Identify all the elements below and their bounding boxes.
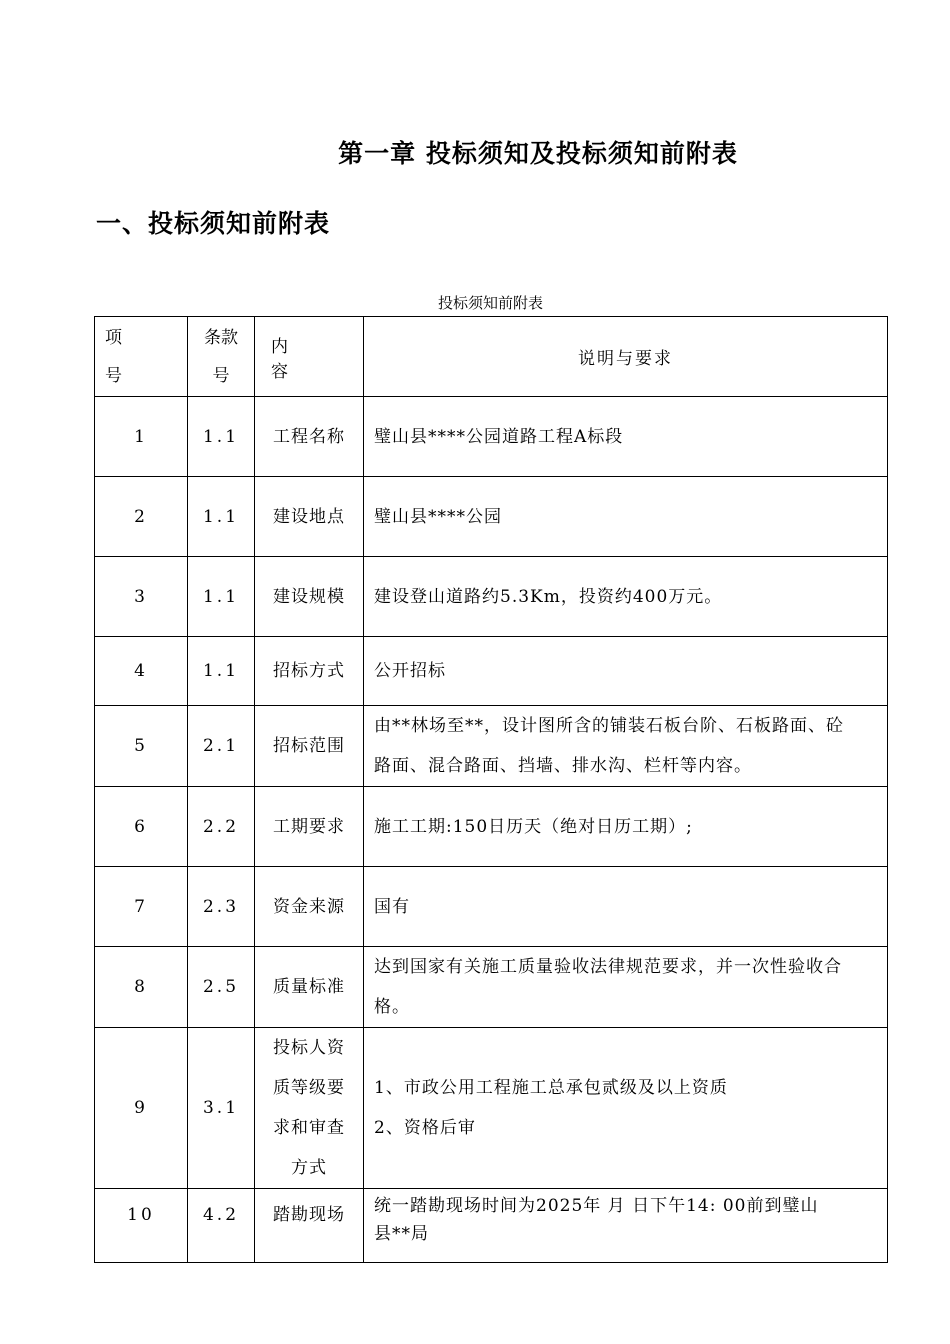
- row-desc: [364, 1028, 888, 1189]
- row-index: 4: [95, 637, 188, 706]
- table-row: [95, 397, 888, 477]
- header-index-line2: 号: [105, 365, 122, 386]
- row-desc-line: 2、资格后审: [374, 1118, 476, 1138]
- bid-notice-table: [94, 316, 888, 1263]
- section-title: 一、投标须知前附表: [96, 209, 331, 238]
- row-desc-line: 由**林场至**，设计图所含的铺装石板台阶、石板路面、砼: [374, 716, 844, 736]
- row-item: 工程名称: [255, 397, 364, 477]
- row-item-line: 方式: [291, 1158, 327, 1178]
- row-index: 7: [95, 867, 188, 947]
- header-clause: [188, 317, 255, 397]
- table-caption: 投标须知前附表: [437, 294, 543, 312]
- row-desc: [364, 706, 888, 787]
- row-clause: 1.1: [188, 477, 255, 557]
- row-index: 6: [95, 787, 188, 867]
- row-desc-line: 路面、混合路面、挡墙、排水沟、栏杆等内容。: [374, 756, 752, 776]
- table-row: [95, 867, 888, 947]
- row-item: 踏勘现场: [255, 1189, 364, 1263]
- header-index-line1: 项: [105, 327, 122, 348]
- row-item-line: 求和审查: [273, 1118, 345, 1138]
- row-desc: [364, 1189, 888, 1263]
- row-clause: 2.1: [188, 706, 255, 787]
- row-item-line: 质等级要: [273, 1078, 345, 1098]
- row-index: 3: [95, 557, 188, 637]
- row-desc-line: 县**局: [374, 1224, 429, 1244]
- row-index: 2: [95, 477, 188, 557]
- row-index: 5: [95, 706, 188, 787]
- table-header-row: [95, 317, 888, 397]
- row-item: 建设地点: [255, 477, 364, 557]
- row-index: 10: [95, 1189, 188, 1263]
- row-clause: 4.2: [188, 1189, 255, 1263]
- table-row: [95, 947, 888, 1028]
- row-item: 质量标准: [255, 947, 364, 1028]
- row-clause: 1.1: [188, 557, 255, 637]
- row-item-line: 投标人资: [273, 1038, 345, 1058]
- row-desc-line: 1、市政公用工程施工总承包贰级及以上资质: [374, 1078, 728, 1098]
- header-item: [255, 317, 364, 397]
- row-desc-line: 达到国家有关施工质量验收法律规范要求，并一次性验收合: [374, 957, 842, 977]
- row-clause: 2.3: [188, 867, 255, 947]
- row-desc-line: 国有: [374, 896, 410, 917]
- header-item-label: 内容: [271, 336, 328, 382]
- row-desc: [364, 397, 888, 477]
- header-index: [95, 317, 188, 397]
- row-clause: 2.5: [188, 947, 255, 1028]
- row-desc: [364, 477, 888, 557]
- row-desc-line: 建设登山道路约5.3Km，投资约400万元。: [374, 586, 723, 607]
- row-item: 建设规模: [255, 557, 364, 637]
- row-desc-line: 璧山县****公园道路工程A标段: [374, 426, 624, 447]
- row-desc: [364, 787, 888, 867]
- row-clause: 1.1: [188, 397, 255, 477]
- row-item: [255, 1028, 364, 1189]
- table-row: [95, 1028, 888, 1189]
- row-desc-line: 公开招标: [374, 661, 446, 681]
- row-index: 1: [95, 397, 188, 477]
- header-clause-line2: 号: [212, 365, 230, 386]
- table-row: [95, 637, 888, 706]
- row-clause: 3.1: [188, 1028, 255, 1189]
- table-row: [95, 787, 888, 867]
- table-row: [95, 706, 888, 787]
- row-desc: [364, 947, 888, 1028]
- row-index: 9: [95, 1028, 188, 1189]
- table-row: [95, 557, 888, 637]
- row-desc-line: 施工工期:150日历天（绝对日历工期）;: [374, 816, 693, 837]
- header-desc: 说明与要求: [364, 317, 888, 397]
- row-item: 工期要求: [255, 787, 364, 867]
- table-row: [95, 477, 888, 557]
- row-desc: [364, 637, 888, 706]
- row-desc: [364, 557, 888, 637]
- header-clause-line1: 条款: [204, 327, 238, 348]
- row-desc-line: 格。: [374, 997, 410, 1017]
- row-desc-line: 璧山县****公园: [374, 506, 502, 527]
- row-item: 招标方式: [255, 637, 364, 706]
- chapter-title: 第一章 投标须知及投标须知前附表: [338, 139, 738, 168]
- row-item: 招标范围: [255, 706, 364, 787]
- row-clause: 2.2: [188, 787, 255, 867]
- row-desc-line: 统一踏勘现场时间为2025年 月 日下午14: 00前到璧山: [374, 1196, 819, 1216]
- row-clause: 1.1: [188, 637, 255, 706]
- row-desc: [364, 867, 888, 947]
- row-item: 资金来源: [255, 867, 364, 947]
- table-row: [95, 1189, 888, 1263]
- row-index: 8: [95, 947, 188, 1028]
